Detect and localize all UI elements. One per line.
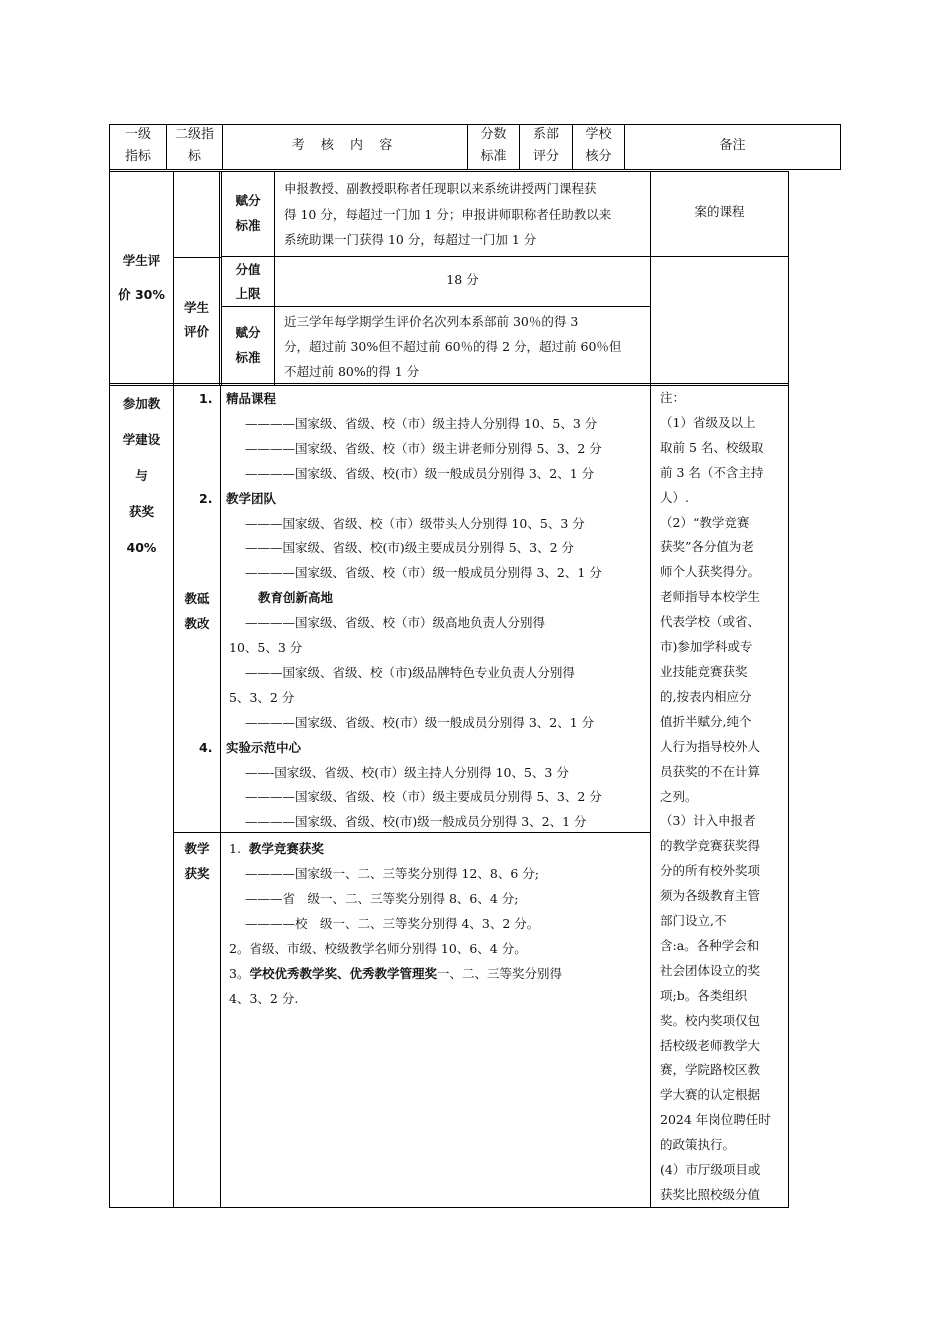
student-level1: 学生评 价 30%: [118, 253, 165, 302]
research-line: ————国家级、省级、校(市）级一般成员分别得 3、2、1 分: [245, 465, 595, 481]
num-4: 4.: [199, 740, 213, 755]
note-line: 含:a。各种学会和: [660, 937, 760, 953]
research-line: 10、5、3 分: [229, 640, 303, 655]
note-line: 注：: [660, 390, 686, 405]
award-line-2: ————国家级一、二、三等奖分别得 12、8、6 分;: [245, 866, 539, 881]
research-line: ———国家级、省级、校(市)级主要成员分别得 5、3、2 分: [245, 540, 575, 556]
note-line: 获奖比照校级分值: [660, 1187, 761, 1202]
note-line: 人）.: [660, 489, 689, 505]
note-line: 的政策执行。: [660, 1137, 736, 1153]
research-line: 实验示范中心: [226, 739, 302, 755]
note-line: 社会团体设立的奖: [660, 962, 761, 978]
note-line: （3）计入申报者: [660, 813, 756, 829]
row2-text: 18 分: [446, 272, 479, 287]
header-score-standard: 分数 标准: [480, 127, 507, 164]
note-line: 项;b。各类组织: [660, 987, 748, 1003]
award-line-3: ———省 级一、二、三等奖分别得 8、6、4 分;: [245, 891, 519, 906]
row3-text: 近三学年每学期学生评价名次列本系部前 30％的得 3 分，超过前 30%但不超过前 60％的得 2 分，超过前 60％但 不超过前 80%的得 1 分: [284, 314, 622, 379]
row3-label: 赋分 标准: [235, 325, 261, 365]
note-line: 奖。校内奖项仅包: [660, 1012, 761, 1028]
num-2: 2.: [199, 491, 213, 506]
award-line-4: ————校 级一、二、三等奖分别得 4、3、2 分。: [245, 916, 540, 931]
note-line: 赛，学院路校区教: [660, 1062, 761, 1078]
header-content: 考 核 内 容: [291, 138, 399, 153]
research-line: ————国家级、省级、校(市)级一般成员分别得 3、2、1 分: [245, 814, 587, 830]
note-line: 业技能竞赛获奖: [660, 663, 748, 679]
research-line: ————国家级、省级、校（市）级一般成员分别得 3、2、1 分: [245, 565, 602, 581]
note-line: 部门设立,不: [660, 913, 727, 929]
research-line: ————国家级、省级、校（市）级主持人分别得 10、5、3 分: [245, 415, 598, 431]
note-line: 的教学竞赛获奖得: [660, 838, 761, 854]
row2-label: 分值 上限: [235, 262, 261, 301]
note-line: 的,按表内相应分: [660, 688, 752, 704]
note-line: 人行为指导校外人: [660, 738, 761, 754]
note-line: 括校级老师教学大: [660, 1037, 761, 1053]
row1-label: 赋分 标准: [235, 193, 261, 233]
header-level1: 一级 指标: [124, 127, 151, 164]
research-line: 5、3、2 分: [229, 689, 295, 705]
research-line: ————国家级、省级、校（市）级高地负责人分别得: [245, 615, 546, 631]
note-line: (4）市厅级项目或: [660, 1162, 761, 1178]
note-line: （2）“教学竞赛: [660, 514, 750, 530]
note-line: 分的所有校外奖项: [660, 863, 761, 879]
research-line: ——-国家级、省级、校(市）级主持人分别得 10、5、3 分: [245, 764, 569, 780]
research-line: 教学团队: [226, 490, 277, 506]
research-line: ———国家级、省级、校（市）级带头人分别得 10、5、3 分: [245, 515, 585, 531]
note-line: 取前 5 名、校级取: [660, 439, 764, 455]
note-line: 市)参加学科或专: [660, 639, 753, 655]
award-line-6: 3。学校优秀教学奖、优秀教学管理奖一、二、三等奖分别得: [229, 966, 562, 981]
note-line: 老师指导本校学生: [660, 589, 761, 605]
header-dept-score: 系部 评分: [532, 127, 559, 164]
note-line: 之列。: [660, 788, 698, 804]
header-school-check: 学校 核分: [585, 127, 612, 164]
note-line: 代表学校（或省、: [660, 614, 761, 630]
row1-text: 申报教授、副教授职称者任现职以来系统讲授两门课程获 得 10 分，每超过一门加 1 分；申报讲师职称者任助教以来 系统助课一门获得 10 分，每超过一门加 1 分: [284, 181, 612, 247]
num-1: 1.: [199, 391, 213, 406]
note-line: 2024 年岗位聘任时: [660, 1112, 771, 1128]
note-line: 师个人获奖得分。: [660, 564, 761, 580]
award-line-1: 1. 教学竞赛获奖: [229, 841, 324, 856]
award-line-5: 2。省级、市级、校级教学名师分别得 10、6、4 分。: [229, 941, 527, 956]
award-line-7: 4、3、2 分.: [229, 991, 299, 1006]
teaching-level1: 参加教 学建设 与 获奖 40%: [122, 396, 161, 555]
note-line: （1）省级及以上: [660, 414, 756, 430]
research-line: ————国家级、省级、校（市）级主讲老师分别得 5、3、2 分: [245, 440, 602, 456]
header-remarks: 备注: [719, 138, 746, 153]
research-label: 教砥 教改: [184, 591, 210, 631]
research-line: 精品课程: [226, 391, 277, 406]
research-line: ———国家级、省级、校（市)级品牌特色专业负责人分别得: [245, 664, 575, 680]
student-level2: 学生 评价: [183, 300, 209, 339]
note-line: 值折半赋分,纯个: [660, 713, 752, 729]
research-line: ————国家级、省级、校(市）级一般成员分别得 3、2、1 分: [245, 714, 595, 730]
row1-note: 案的课程: [694, 204, 745, 219]
note-line: 员获奖的不在计算: [660, 763, 761, 779]
note-line: 须为各级教育主管: [660, 888, 761, 904]
note-line: 获奖”各分值为老: [660, 539, 754, 555]
note-line: 学大赛的认定根据: [660, 1087, 761, 1103]
research-line: ————国家级、省级、校（市）级主要成员分别得 5、3、2 分: [245, 789, 602, 805]
remarks-notes: [660, 386, 786, 1208]
note-line: 前 3 名（不含主持: [660, 464, 764, 480]
research-line: 教育创新高地: [258, 590, 334, 606]
award-label: 教学 获奖: [184, 841, 210, 881]
header-level2: 二级指 标: [174, 127, 214, 164]
